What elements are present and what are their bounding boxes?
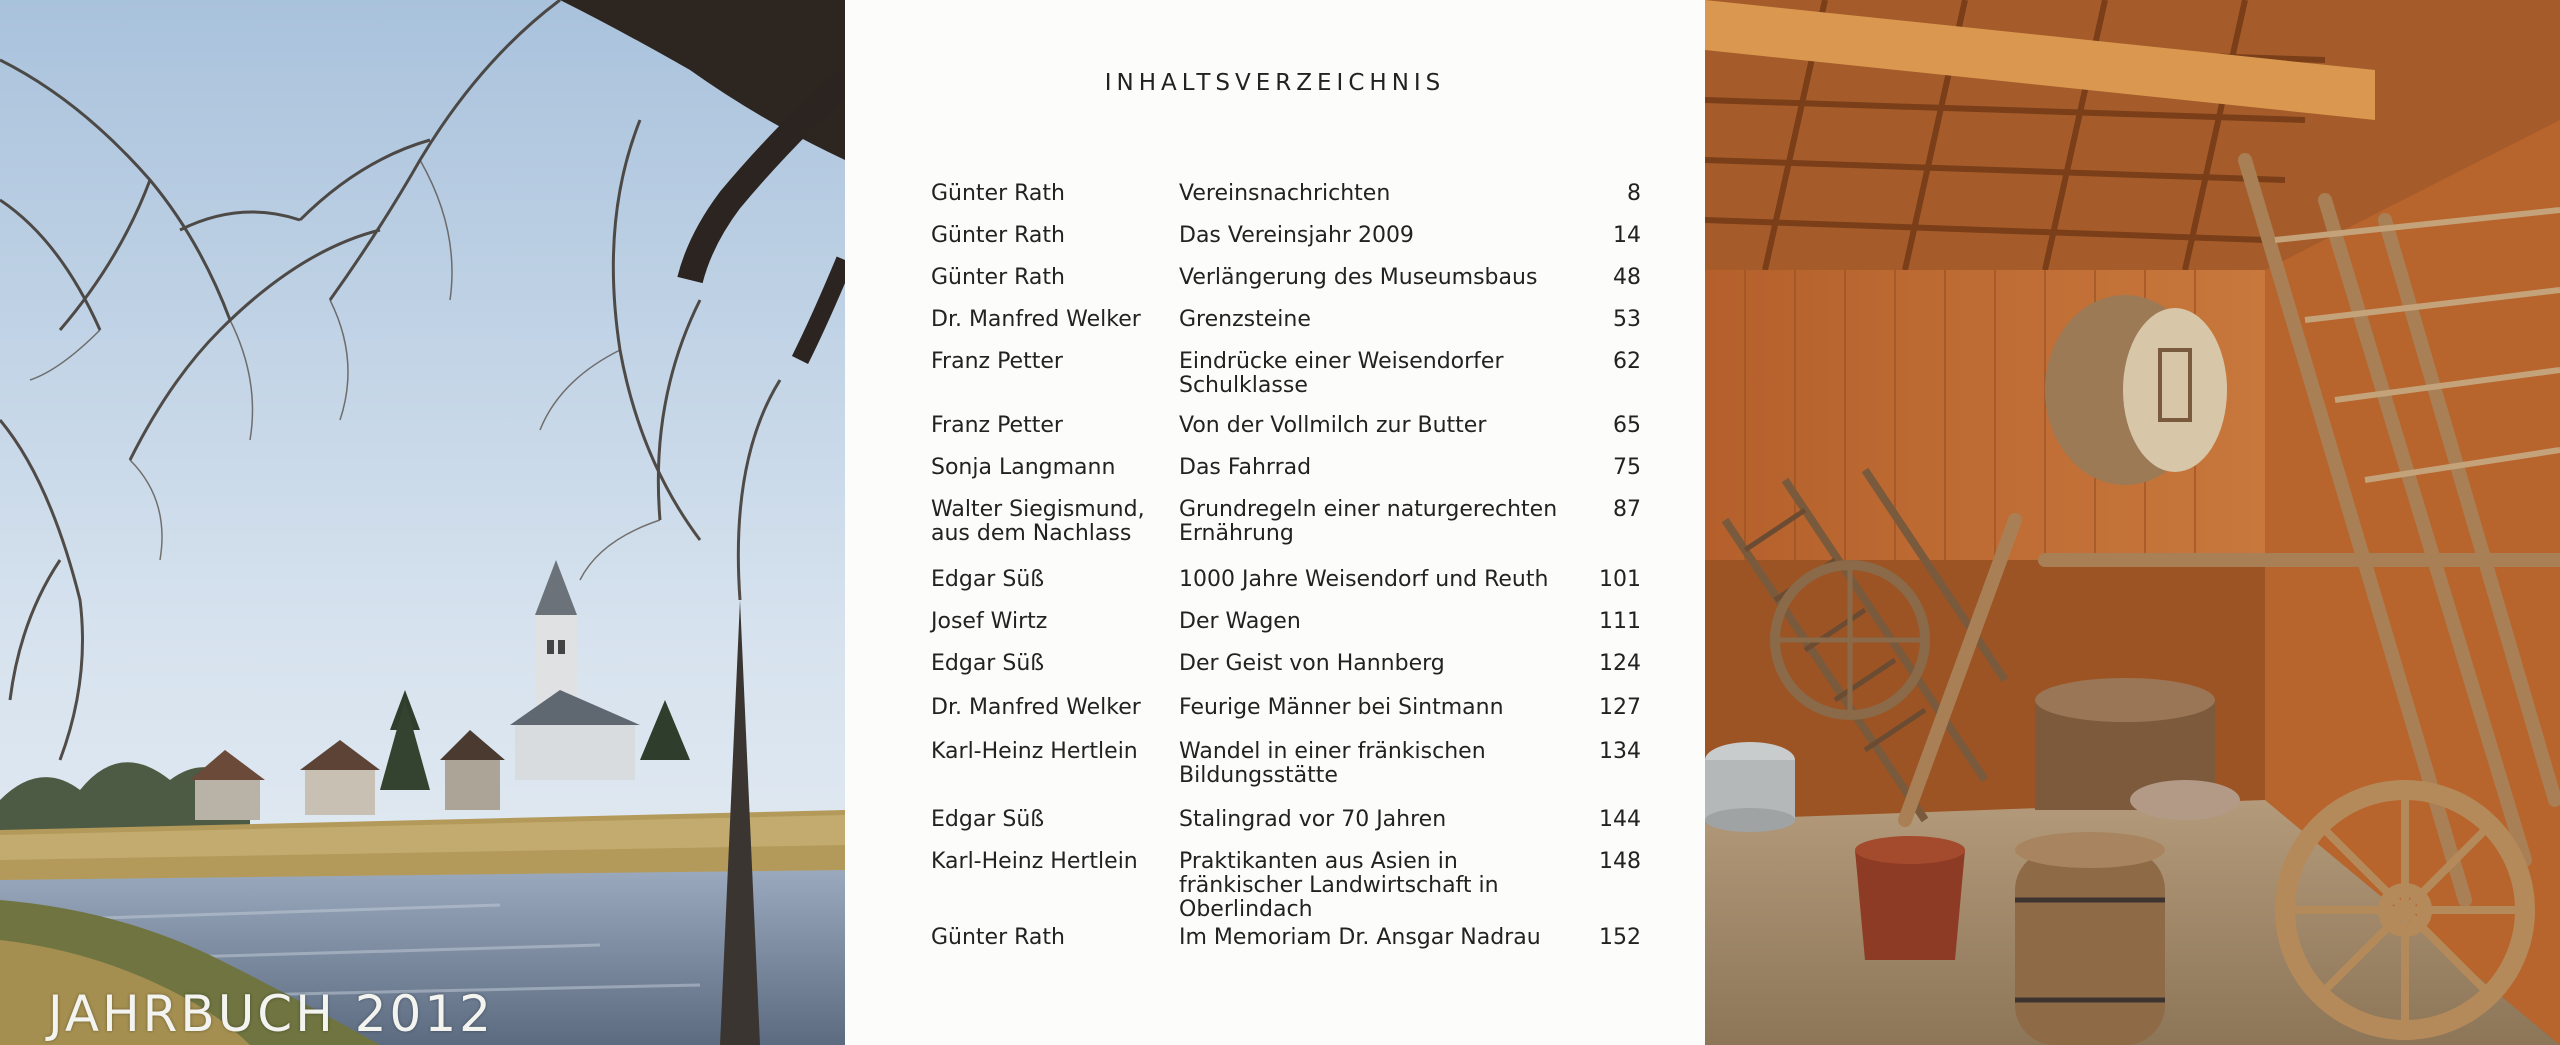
toc-page-number: 8 bbox=[1627, 181, 1641, 206]
toc-title: Das Vereinsjahr 2009 bbox=[1179, 223, 1414, 248]
toc-title: Feurige Männer bei Sintmann bbox=[1179, 695, 1504, 720]
toc-author: Karl-Heinz Hertlein bbox=[931, 739, 1138, 764]
toc-title: Von der Vollmilch zur Butter bbox=[1179, 413, 1487, 438]
toc-author: Günter Rath bbox=[931, 925, 1065, 950]
toc-author: Karl-Heinz Hertlein bbox=[931, 849, 1138, 874]
barrel bbox=[2035, 678, 2240, 820]
barn-photo-panel bbox=[1705, 0, 2560, 1045]
toc-page-number: 101 bbox=[1599, 567, 1641, 592]
toc-heading: INHALTSVERZEICHNIS bbox=[1104, 70, 1446, 96]
toc-author: Edgar Süß bbox=[931, 651, 1045, 676]
toc-author: Günter Rath bbox=[931, 223, 1065, 248]
toc-title: Vereinsnachrichten bbox=[1179, 181, 1391, 206]
toc-page-number: 48 bbox=[1613, 265, 1641, 290]
toc-title: Im Memoriam Dr. Ansgar Nadrau bbox=[1179, 925, 1541, 950]
riverside-village-photo bbox=[0, 0, 845, 1045]
toc-page-number: 87 bbox=[1613, 497, 1641, 522]
toc-author: Günter Rath bbox=[931, 265, 1065, 290]
toc-page-number: 75 bbox=[1613, 455, 1641, 480]
toc-title: Praktikanten aus Asien in fränkischer Landwirtschaft in Oberlindach bbox=[1179, 849, 1499, 922]
toc-title: Grundregeln einer naturgerechten Ernährung bbox=[1179, 497, 1558, 546]
toc-page-number: 134 bbox=[1599, 739, 1641, 764]
toc-page-number: 148 bbox=[1599, 849, 1641, 874]
cover-title: JAHRBUCH 2012 bbox=[48, 985, 494, 1043]
toc-author: Josef Wirtz bbox=[931, 609, 1048, 634]
toc-title: Eindrücke einer Weisendorfer Schulklasse bbox=[1179, 349, 1504, 398]
toc-author: Sonja Langmann bbox=[931, 455, 1116, 480]
barrel bbox=[2015, 832, 2165, 1045]
toc-page-number: 127 bbox=[1599, 695, 1641, 720]
toc-author: Franz Petter bbox=[931, 349, 1063, 374]
toc-page bbox=[845, 0, 1705, 1045]
toc-author: Günter Rath bbox=[931, 181, 1065, 206]
toc-title: Der Geist von Hannberg bbox=[1179, 651, 1445, 676]
toc-page-number: 65 bbox=[1613, 413, 1641, 438]
toc-page-number: 53 bbox=[1613, 307, 1641, 332]
toc-title: Verlängerung des Museumsbaus bbox=[1179, 265, 1538, 290]
toc-title: Der Wagen bbox=[1179, 609, 1301, 634]
wagon-wheel bbox=[2285, 790, 2525, 1030]
toc-page-number: 62 bbox=[1613, 349, 1641, 374]
barrel bbox=[2045, 295, 2227, 485]
toc-page-number: 14 bbox=[1613, 223, 1641, 248]
toc-page-number: 144 bbox=[1599, 807, 1641, 832]
toc-page-number: 111 bbox=[1599, 609, 1641, 634]
cover-photo-panel bbox=[0, 0, 845, 1045]
toc-author: Edgar Süß bbox=[931, 807, 1045, 832]
toc-author: Franz Petter bbox=[931, 413, 1063, 438]
toc-author: Dr. Manfred Welker bbox=[931, 695, 1141, 720]
toc-title: Grenzsteine bbox=[1179, 307, 1311, 332]
toc-title: 1000 Jahre Weisendorf und Reuth bbox=[1179, 567, 1549, 592]
toc-page-number: 152 bbox=[1599, 925, 1641, 950]
toc-author: Walter Siegismund, aus dem Nachlass bbox=[931, 497, 1145, 546]
toc-author: Edgar Süß bbox=[931, 567, 1045, 592]
toc-author: Dr. Manfred Welker bbox=[931, 307, 1141, 332]
toc-page-number: 124 bbox=[1599, 651, 1641, 676]
toc-title: Stalingrad vor 70 Jahren bbox=[1179, 807, 1447, 832]
toc-title: Das Fahrrad bbox=[1179, 455, 1312, 480]
toc-title: Wandel in einer fränkischen Bildungsstätte bbox=[1179, 739, 1486, 788]
barn-with-cart-and-barrels-photo bbox=[1705, 0, 2560, 1045]
